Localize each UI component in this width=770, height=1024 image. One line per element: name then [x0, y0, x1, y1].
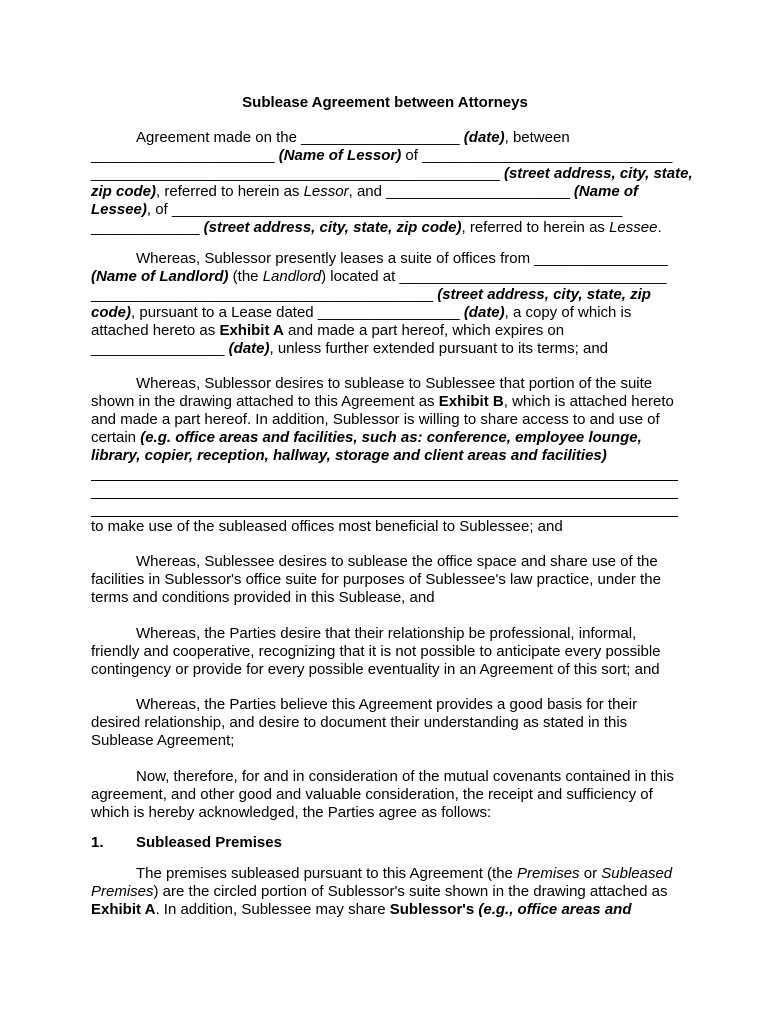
p1-line-4: zip code), referred to herein as Lessor, and ______________________ (Name of [91, 183, 639, 200]
blank-fill-line [91, 498, 678, 499]
p6-line-3: Sublease Agreement; [91, 732, 235, 749]
p8-line-1: The premises subleased pursuant to this Agreement (the Premises or Subleased [136, 865, 673, 882]
document-title: Sublease Agreement between Attorneys [242, 94, 528, 111]
section-heading: Subleased Premises [136, 834, 282, 851]
p2-line-5: attached hereto as Exhibit A and made a part hereof, which expires on [91, 322, 565, 339]
p8-line-3: Exhibit A. In addition, Sublessee may share Sublessor's (e.g., office areas and [91, 901, 632, 918]
p4-line-2: facilities in Sublessor's office suite for purposes of Sublessee's law practice, under the [91, 571, 661, 588]
p3-line-5: library, copier, reception, hallway, storage and client areas and facilities) [91, 447, 607, 464]
p3-line-4: certain (e.g. office areas and facilities, such as: conference, employee lounge, [91, 429, 642, 446]
p2-line-2: (Name of Landlord) (the Landlord) located at ________________________________ [91, 268, 667, 285]
p5-line-2: friendly and cooperative, recognizing that it is not possible to anticipate every possible [91, 643, 661, 660]
p7-line-2: agreement, and other good and valuable consideration, the receipt and sufficiency of [91, 786, 653, 803]
p2-line-1: Whereas, Sublessor presently leases a suite of offices from ________________ [136, 250, 668, 267]
p3-line-1: Whereas, Sublessor desires to sublease to Sublessee that portion of the suite [136, 375, 653, 392]
blank-fill-line [91, 480, 678, 481]
p1-line-3: _________________________________________________ (street address, city, state, [91, 165, 693, 182]
p3-line-2: shown in the drawing attached to this Agreement as Exhibit B, which is attached hereto [91, 393, 674, 410]
section-number: 1. [91, 834, 104, 851]
p5-line-3: contingency or provide for every possible eventuality in an Agreement of this sort; and [91, 661, 660, 678]
p1-line-5: Lessee), of ______________________________________________________ [91, 201, 623, 218]
p5-line-1: Whereas, the Parties desire that their relationship be professional, informal, [136, 625, 637, 642]
p3-line-3: and made a part hereof. In addition, Sublessor is willing to share access to and use of [91, 411, 660, 428]
p1-line-2: ______________________ (Name of Lessor) of ______________________________ [91, 147, 673, 164]
p2-line-3: _________________________________________ (street address, city, state, zip [91, 286, 651, 303]
p4-line-1: Whereas, Sublessee desires to sublease the office space and share use of the [136, 553, 658, 570]
p1-line-1: Agreement made on the ___________________ (date), between [136, 129, 570, 146]
p7-line-1: Now, therefore, for and in consideration of the mutual covenants contained in this [136, 768, 674, 785]
p4-line-3: terms and conditions provided in this Sublease, and [91, 589, 435, 606]
p6-line-1: Whereas, the Parties believe this Agreement provides a good basis for their [136, 696, 638, 713]
p6-line-2: desired relationship, and desire to document their understanding as stated in this [91, 714, 628, 731]
p7-line-3: which is hereby acknowledged, the Parties agree as follows: [91, 804, 492, 821]
p2-line-6: ________________ (date), unless further extended pursuant to its terms; and [91, 340, 609, 357]
p1-line-6: _____________ (street address, city, state, zip code), referred to herein as Lessee. [91, 219, 662, 236]
p3-line-6: to make use of the subleased offices most beneficial to Sublessee; and [91, 518, 563, 535]
p8-line-2: Premises) are the circled portion of Sublessor's suite shown in the drawing attached as [91, 883, 668, 900]
blank-fill-line [91, 516, 678, 517]
p2-line-4: code), pursuant to a Lease dated _________________ (date), a copy of which is [91, 304, 632, 321]
